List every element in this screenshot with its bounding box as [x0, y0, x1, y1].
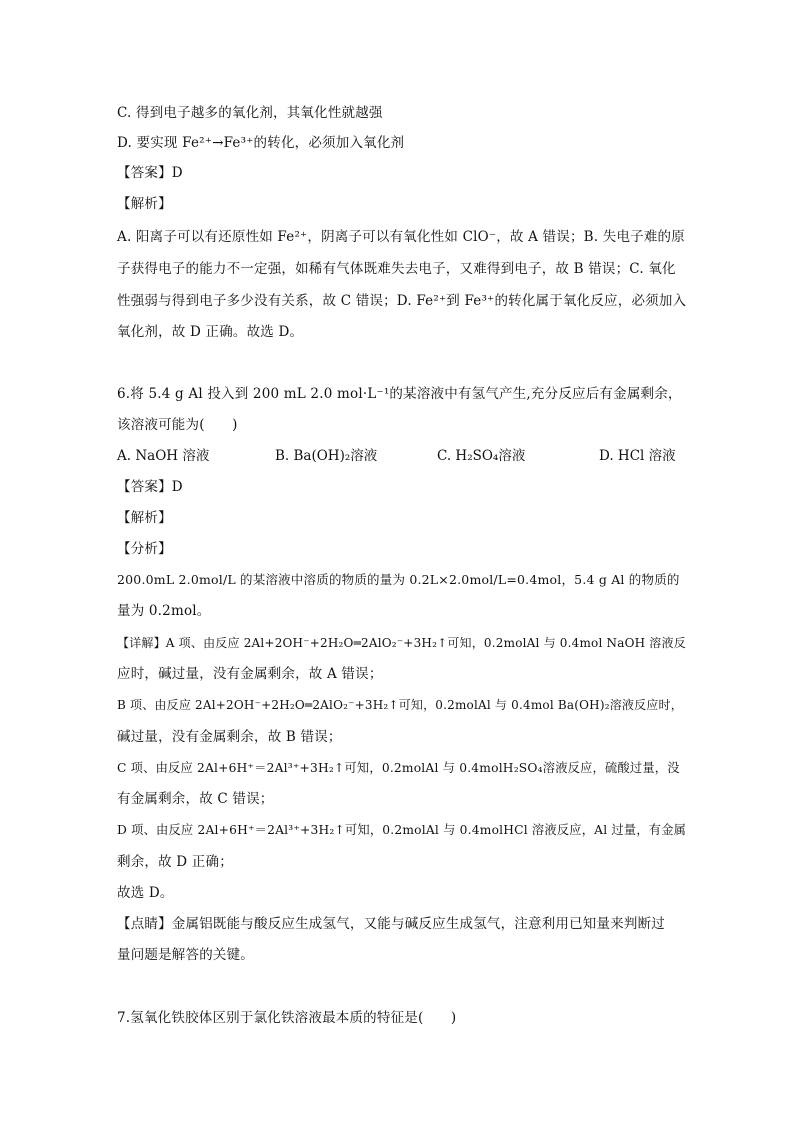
q6-note-line: 【点睛】金属铝既能与酸反应生成氢气，又能与碱反应生成氢气，注意利用已知量来判断过 [117, 916, 665, 932]
q5-option-d: D. 要实现 Fe²⁺→Fe³⁺的转化，必须加入氧化剂 [117, 135, 405, 151]
q6-detail-line: 故选 D。 [117, 885, 174, 901]
q6-option-c: C. H₂SO₄溶液 [437, 448, 526, 464]
q6-detail-line: 【详解】A 项、由反应 2Al+2OH⁻+2H₂O═2AlO₂⁻+3H₂↑可知，0.2molAl 与 0.4mol NaOH 溶液反 [117, 636, 686, 650]
q6-stem-line: 6.将 5.4 g Al 投入到 200 mL 2.0 mol·L⁻¹的某溶液中有氢气产生,充分反应后有金属剩余， [117, 386, 682, 402]
q5-analysis-line: A. 阳离子可以有还原性如 Fe²⁺，阴离子可以有氧化性如 ClO⁻，故 A 错误；B. 失电子难的原 [117, 229, 685, 245]
q6-detail-line: 碱过量，没有金属剩余，故 B 错误； [117, 729, 342, 745]
q5-option-c: C. 得到电子越多的氧化剂，其氧化性就越强 [117, 105, 383, 121]
q6-detail-line: D 项、由反应 2Al+6H⁺＝2Al³⁺+3H₂↑可知，0.2molAl 与 0.4molHCl 溶液反应，Al 过量，有金属 [117, 823, 687, 837]
q5-answer: 【答案】D [117, 165, 183, 181]
q6-detail-line: C 项、由反应 2Al+6H⁺＝2Al³⁺+3H₂↑可知，0.2molAl 与 0.4molH₂SO₄溶液反应，硫酸过量，没 [117, 761, 680, 775]
q6-analysis-line: 200.0mL 2.0mol/L 的某溶液中溶质的物质的量为 0.2L×2.0mol/L=0.4mol，5.4 g Al 的物质的 [117, 572, 680, 587]
q5-analysis-label: 【解析】 [117, 196, 172, 212]
q6-note-line: 量问题是解答的关键。 [117, 947, 254, 963]
q6-answer: 【答案】D [117, 479, 183, 495]
q7-stem: 7.氢氧化铁胶体区别于氯化铁溶液最本质的特征是( ) [117, 1010, 457, 1026]
q6-analysis-label: 【解析】 [117, 510, 172, 526]
q6-detail-line: 剩余，故 D 正确； [117, 854, 233, 870]
q5-analysis-line: 氧化剂，故 D 正确。故选 D。 [117, 324, 304, 340]
q6-option-a: A. NaOH 溶液 [117, 448, 210, 464]
q6-detail-line: 应时，碱过量，没有金属剩余，故 A 错误； [117, 666, 383, 682]
q6-stem-line: 该溶液可能为( ) [117, 417, 238, 433]
q6-analysis-line: 量为 0.2mol。 [117, 603, 211, 619]
q5-analysis-line: 子获得电子的能力不一定强，如稀有气体既难失去电子，又难得到电子，故 B 错误；C. 氧化 [117, 261, 676, 277]
q6-detail-line: 有金属剩余，故 C 错误； [117, 791, 274, 807]
q6-option-d: D. HCl 溶液 [599, 448, 676, 464]
q6-option-b: B. Ba(OH)₂溶液 [275, 448, 378, 464]
q6-detail-line: B 项、由反应 2Al+2OH⁻+2H₂O═2AlO₂⁻+3H₂↑可知，0.2molAl 与 0.4mol Ba(OH)₂溶液反应时， [117, 698, 683, 712]
q6-analysis-sub-label: 【分析】 [117, 541, 172, 557]
q5-analysis-line: 性强弱与得到电子多少没有关系，故 C 错误；D. Fe²⁺到 Fe³⁺的转化属于氧化反应，必须加入 [117, 293, 687, 309]
